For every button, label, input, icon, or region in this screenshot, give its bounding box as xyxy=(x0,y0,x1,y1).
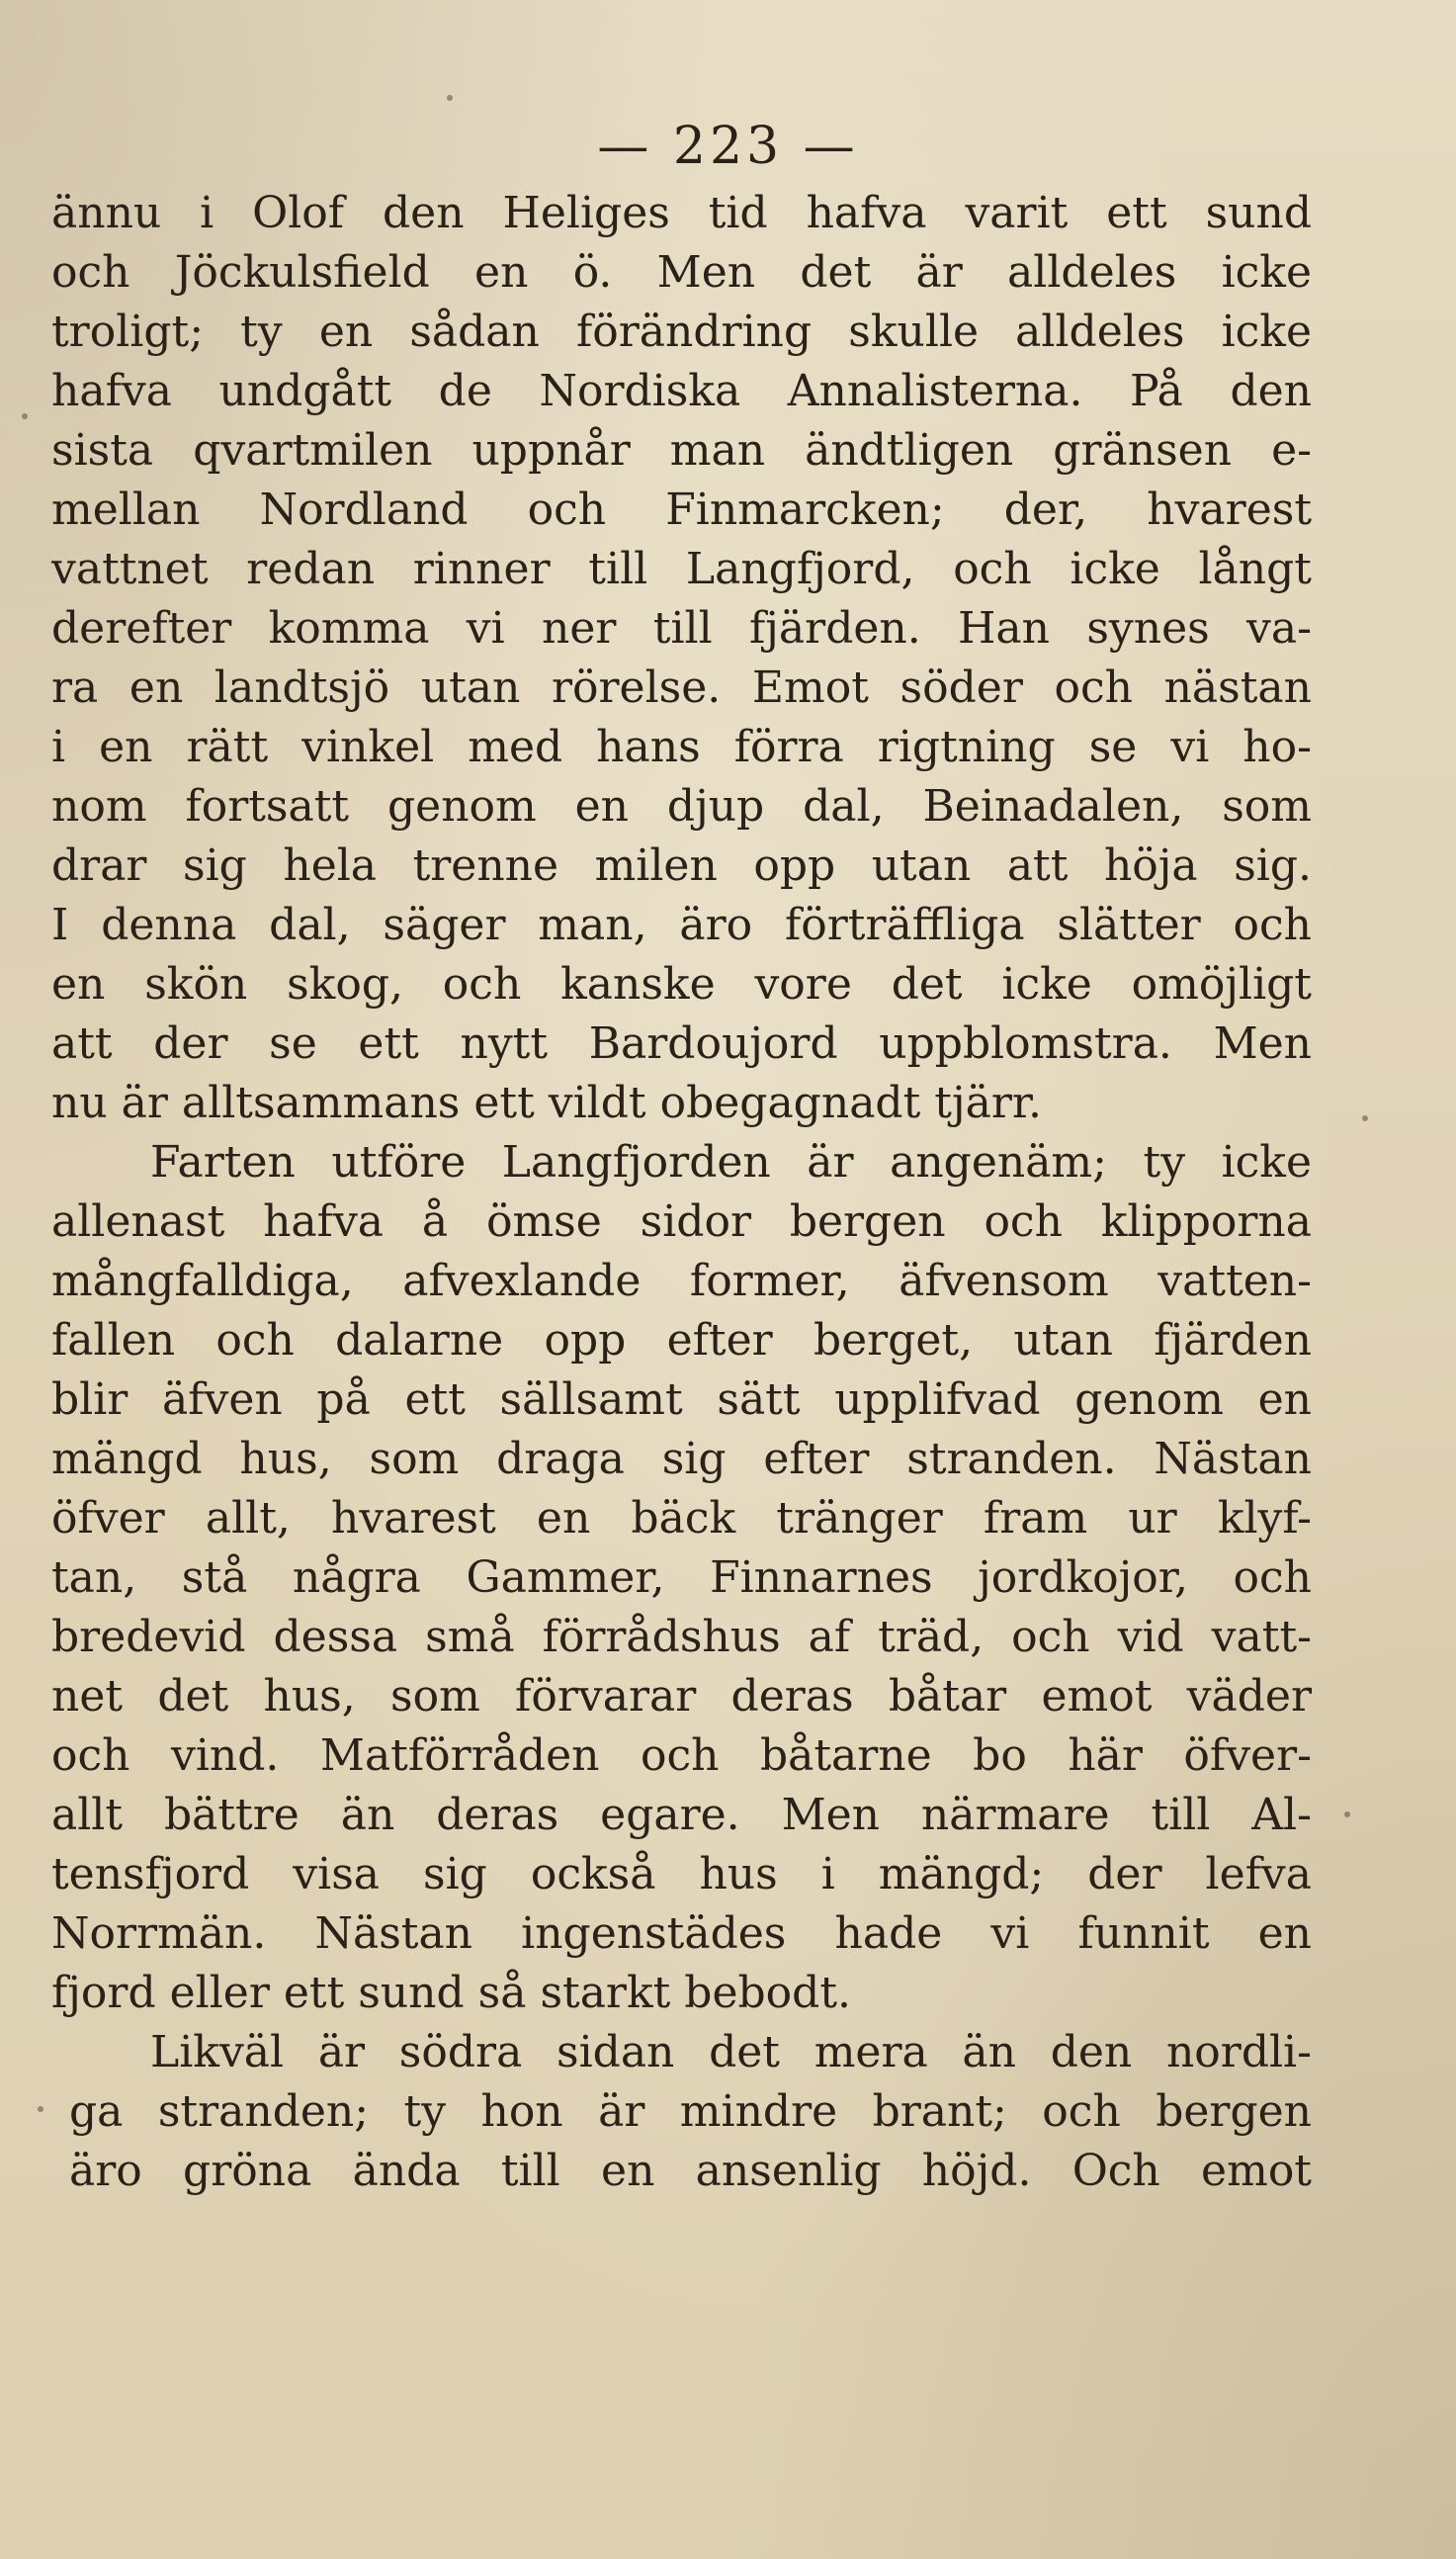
text-line: och Jöckulsfield en ö. Men det är alldeles icke xyxy=(51,247,1312,298)
text-line: att der se ett nytt Bardoujord uppblomstra. Men xyxy=(51,1018,1312,1069)
text-line: ga stranden; ty hon är mindre brant; och bergen xyxy=(69,2086,1312,2137)
paper-speck xyxy=(447,95,453,101)
text-line: derefter komma vi ner till fjärden. Han synes va- xyxy=(51,603,1312,654)
text-line: sista qvartmilen uppnår man ändtligen gränsen e- xyxy=(51,425,1312,476)
text-line: blir äfven på ett sällsamt sätt upplifvad genom en xyxy=(51,1374,1312,1425)
text-line: troligt; ty en sådan förändring skulle alldeles icke xyxy=(51,307,1312,357)
paper-speck xyxy=(38,2106,43,2112)
text-line: allt bättre än deras egare. Men närmare till Al- xyxy=(51,1790,1312,1840)
text-line: Norrmän. Nästan ingenstädes hade vi funnit en xyxy=(51,1908,1312,1959)
text-line: tensfjord visa sig också hus i mängd; der lefva xyxy=(51,1849,1312,1899)
text-line: mångfalldiga, afvexlande former, äfvensom vatten- xyxy=(51,1256,1312,1306)
text-line: Likväl är södra sidan det mera än den nordli- xyxy=(150,2027,1312,2077)
text-line: tan, stå några Gammer, Finnarnes jordkojor, och xyxy=(51,1552,1312,1603)
text-line: i en rätt vinkel med hans förra rigtning se vi ho- xyxy=(51,722,1312,772)
text-line: Farten utföre Langfjorden är angenäm; ty icke xyxy=(150,1137,1312,1188)
text-line: nu är alltsammans ett vildt obegagnadt tjärr. xyxy=(51,1078,1043,1128)
page-number-header: — 223 — xyxy=(597,117,859,176)
text-line: bredevid dessa små förrådshus af träd, och vid vatt- xyxy=(51,1612,1312,1662)
body-text xyxy=(51,184,1312,2201)
text-line: I denna dal, säger man, äro förträffliga slätter och xyxy=(51,900,1312,950)
paper-speck xyxy=(1362,1115,1368,1121)
text-line: äro gröna ända till en ansenlig höjd. Och emot xyxy=(69,2146,1312,2196)
text-line: ra en landtsjö utan rörelse. Emot söder och nästan xyxy=(51,662,1312,713)
paper-speck xyxy=(22,413,28,419)
text-line: hafva undgått de Nordiska Annalisterna. På den xyxy=(51,366,1312,416)
text-line: och vind. Matförråden och båtarne bo här öfver- xyxy=(51,1730,1312,1781)
text-line: allenast hafva å ömse sidor bergen och klipporna xyxy=(51,1196,1312,1247)
text-line: drar sig hela trenne milen opp utan att höja sig. xyxy=(51,840,1312,891)
text-line: mellan Nordland och Finmarcken; der, hvarest xyxy=(51,485,1312,535)
text-line: net det hus, som förvarar deras båtar emot väder xyxy=(51,1671,1312,1721)
text-line: nom fortsatt genom en djup dal, Beinadalen, som xyxy=(51,781,1312,832)
text-line: öfver allt, hvarest en bäck tränger fram ur klyf- xyxy=(51,1493,1312,1544)
paper-speck xyxy=(1344,1811,1350,1817)
text-line: ännu i Olof den Heliges tid hafva varit ett sund xyxy=(51,188,1312,238)
text-line: vattnet redan rinner till Langfjord, och icke långt xyxy=(51,544,1312,594)
text-line: fallen och dalarne opp efter berget, utan fjärden xyxy=(51,1315,1312,1366)
text-line: fjord eller ett sund så starkt bebodt. xyxy=(51,1968,851,2018)
text-line: en skön skog, och kanske vore det icke omöjligt xyxy=(51,959,1312,1010)
text-line: mängd hus, som draga sig efter stranden. Nästan xyxy=(51,1434,1312,1484)
